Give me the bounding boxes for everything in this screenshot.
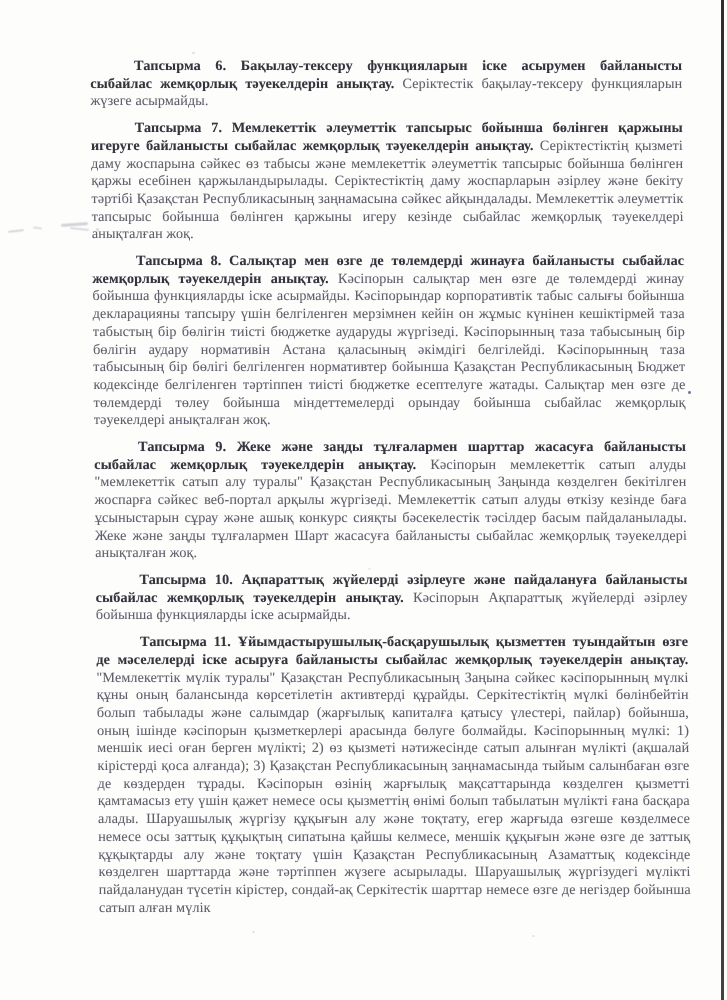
- task-10-body: Кәсіпорын Ақпараттық жүйелерді әзірлеу бойынша функцияларды іске асырмайды.: [95, 589, 688, 624]
- task-9-heading: Тапсырма 9. Жеке және заңды тұлғалармен шарттар жасасуға байланысты сыбайлас жемқорлық тәуекелдерін анықтау.: [94, 439, 687, 473]
- pencil-mark: [70, 227, 89, 231]
- paragraph-task-9: [94, 439, 687, 563]
- scan-speckle: [688, 391, 691, 394]
- scan-speckle: [532, 935, 535, 937]
- task-6-heading: Тапсырма 6. Бақылау-тексеру функцияларын іске асырумен байланысты сыбайлас жемқорлық тәуекелдерін анықтау.: [90, 58, 683, 92]
- paragraph-task-8: [92, 253, 686, 430]
- task-10-heading: Тапсырма 10. Ақпараттық жүйелерді әзірлеуге және пайдалануға байланысты сыбайлас жемқорлық тәуекелдерін анықтау.: [95, 571, 688, 606]
- pencil-mark: [96, 228, 99, 231]
- task-7-heading: Тапсырма 7. Мемлекеттік әлеуметтік тапсырыс бойынша бөлінген қаржыны игеруге байланысты сыбайлас жемқорлық тәуекелдерін анықтау.: [90, 120, 683, 154]
- task-11-body: "Мемлекеттік мүлік туралы" Қазақстан Республикасының Заңына сәйкес кәсіпорынның мүлкі құны оның балансында көрсетілетін активтерді құрайды. Серкітестіктің мүлкі бөлінбейтін болып табылады және салымдар (жарғылық капиталға қатысу үлестері, пайлар) бойынша, оның ішінде кәсіпорын қызметкерлері арасында бөлуге болмайды. Кәсіпорынның мүлкі: 1) меншік иесі оған берген мүлікті; 2) өз қызметі нәтижесінде сатып алынған мүлікті (ақшалай кірістерді қоса алғанда); 3) Қазақстан Республикасының заңнамасында тыйым салынбаған өзге де көздерден тұрады. Кәсіпорын өзінің жарғылық мақсаттарында көзделген қызметті қамтамасыз ету үшін қажет немесе осы қызметтің өнімі болып табылатын мүлікті ғана басқара алады. Шаруашылық жүргізу құқығын алу және тоқтату, егер жарғыда өзгеше көзделмесе немесе осы заттық құқықтың сипатына қайшы келмесе, меншік құқығын және өзге де заттық құқықтарды алу және тоқтату үшін Қазақстан Республикасының Азаматтық кодексінде көзделген шарттарда және тәртіппен жүзеге асырылады. Шаруашылық жүргізудегі мүлікті пайдаланудан түсетін кірістер, сондай-ақ Серкітестік шарттар немесе өзге де негіздер бойынша сатып алған мүлік: [96, 669, 691, 916]
- scan-speckle: [252, 931, 255, 933]
- pencil-mark: [33, 226, 42, 229]
- paragraph-task-10: [95, 572, 688, 625]
- task-7-body: Серіктестіктің қызметі даму жоспарына сәйкес өз табысы және мемлекеттік әлеуметтік тапсырыс бойынша бөлінген қаржы есебінен қаржыландырылады. Серіктестіктің даму жоспарларын әзірлеу және бекіту тәртібі Қазақстан Республикасының заңнамасына сәйкес айқындалады. Мемлекеттік әлеуметтік тапсырыс бойынша бөлінген қаржыны игеру кезінде сыбайлас жемқорлық тәуекелдері анықталған жоқ.: [91, 137, 684, 243]
- task-8-heading: Тапсырма 8. Салықтар мен өзге де төлемдерді жинауға байланысты сыбайлас жемқорлық тәуекелдерін анықтау.: [92, 253, 685, 287]
- scan-right-edge-line: [721, 0, 724, 1000]
- paragraph-task-6: [90, 58, 683, 111]
- task-6-body: Серіктестік бақылау-тексеру функцияларын жүзеге асырмайды.: [90, 75, 683, 110]
- task-11-heading: Тапсырма 11. Ұйымдастырушылық-басқарушылық қызметтен туындайтын өзге де мәселелерді іске асыруға байланысты сыбайлас жемқорлық тәуекелдерін анықтау.: [96, 634, 689, 668]
- paragraph-task-11: [96, 634, 691, 917]
- scan-speckle: [192, 52, 195, 54]
- document-text-block: [90, 58, 691, 917]
- task-8-body: Кәсіпорын салықтар мен өзге де төлемдерді жинау бойынша функцияларды іске асырмайды. Кәсіпорындар корпоративтік табыс салығы бойынша декларацияны тапсыру үшін белгіленген мерзімнен кейін он жұмыс күнінен кешіктірмей таза табыстың бір бөлігін тиісті бюджетке аударуды жүргізеді. Кәсіпорынның таза табысының бір бөлігін аудару нормативін Астана қаласының әкімдігі белгілейді. Кәсіпорынның таза табысының бір бөлігі белгіленген нормативтер бойынша Қазақстан Республикасының Бюджет кодексінде белгіленген тәртіппен тиісті бюджетке есептелуге жатады. Салықтар мен өзге де төлемдерді төлеу бойынша міндеттемелерді орындау бойынша сыбайлас жемқорлық тәуекелдері анықталған жоқ.: [92, 270, 686, 429]
- pencil-mark: [8, 229, 24, 233]
- task-9-body: Кәсіпорын мемлекеттік сатып алуды "мемлекеттік сатып алу туралы" Қазақстан Республикасының Заңында көзделген бекітілген жоспарға сәйкес веб-портал арқылы жүргізеді. Мемлекеттік сатып алуды өткізу кезінде баға ұсыныстарын сұрау және ашық конкурс сияқты бәсекелестік тәсілдер басым пайдаланылады. Жеке және заңды тұлғалармен Шарт жасасуға байланысты сыбайлас жемқорлық тәуекелдері анықталған жоқ.: [94, 456, 688, 562]
- paragraph-task-7: [91, 120, 684, 244]
- pencil-mark: [61, 222, 88, 227]
- scan-speckle: [368, 568, 371, 570]
